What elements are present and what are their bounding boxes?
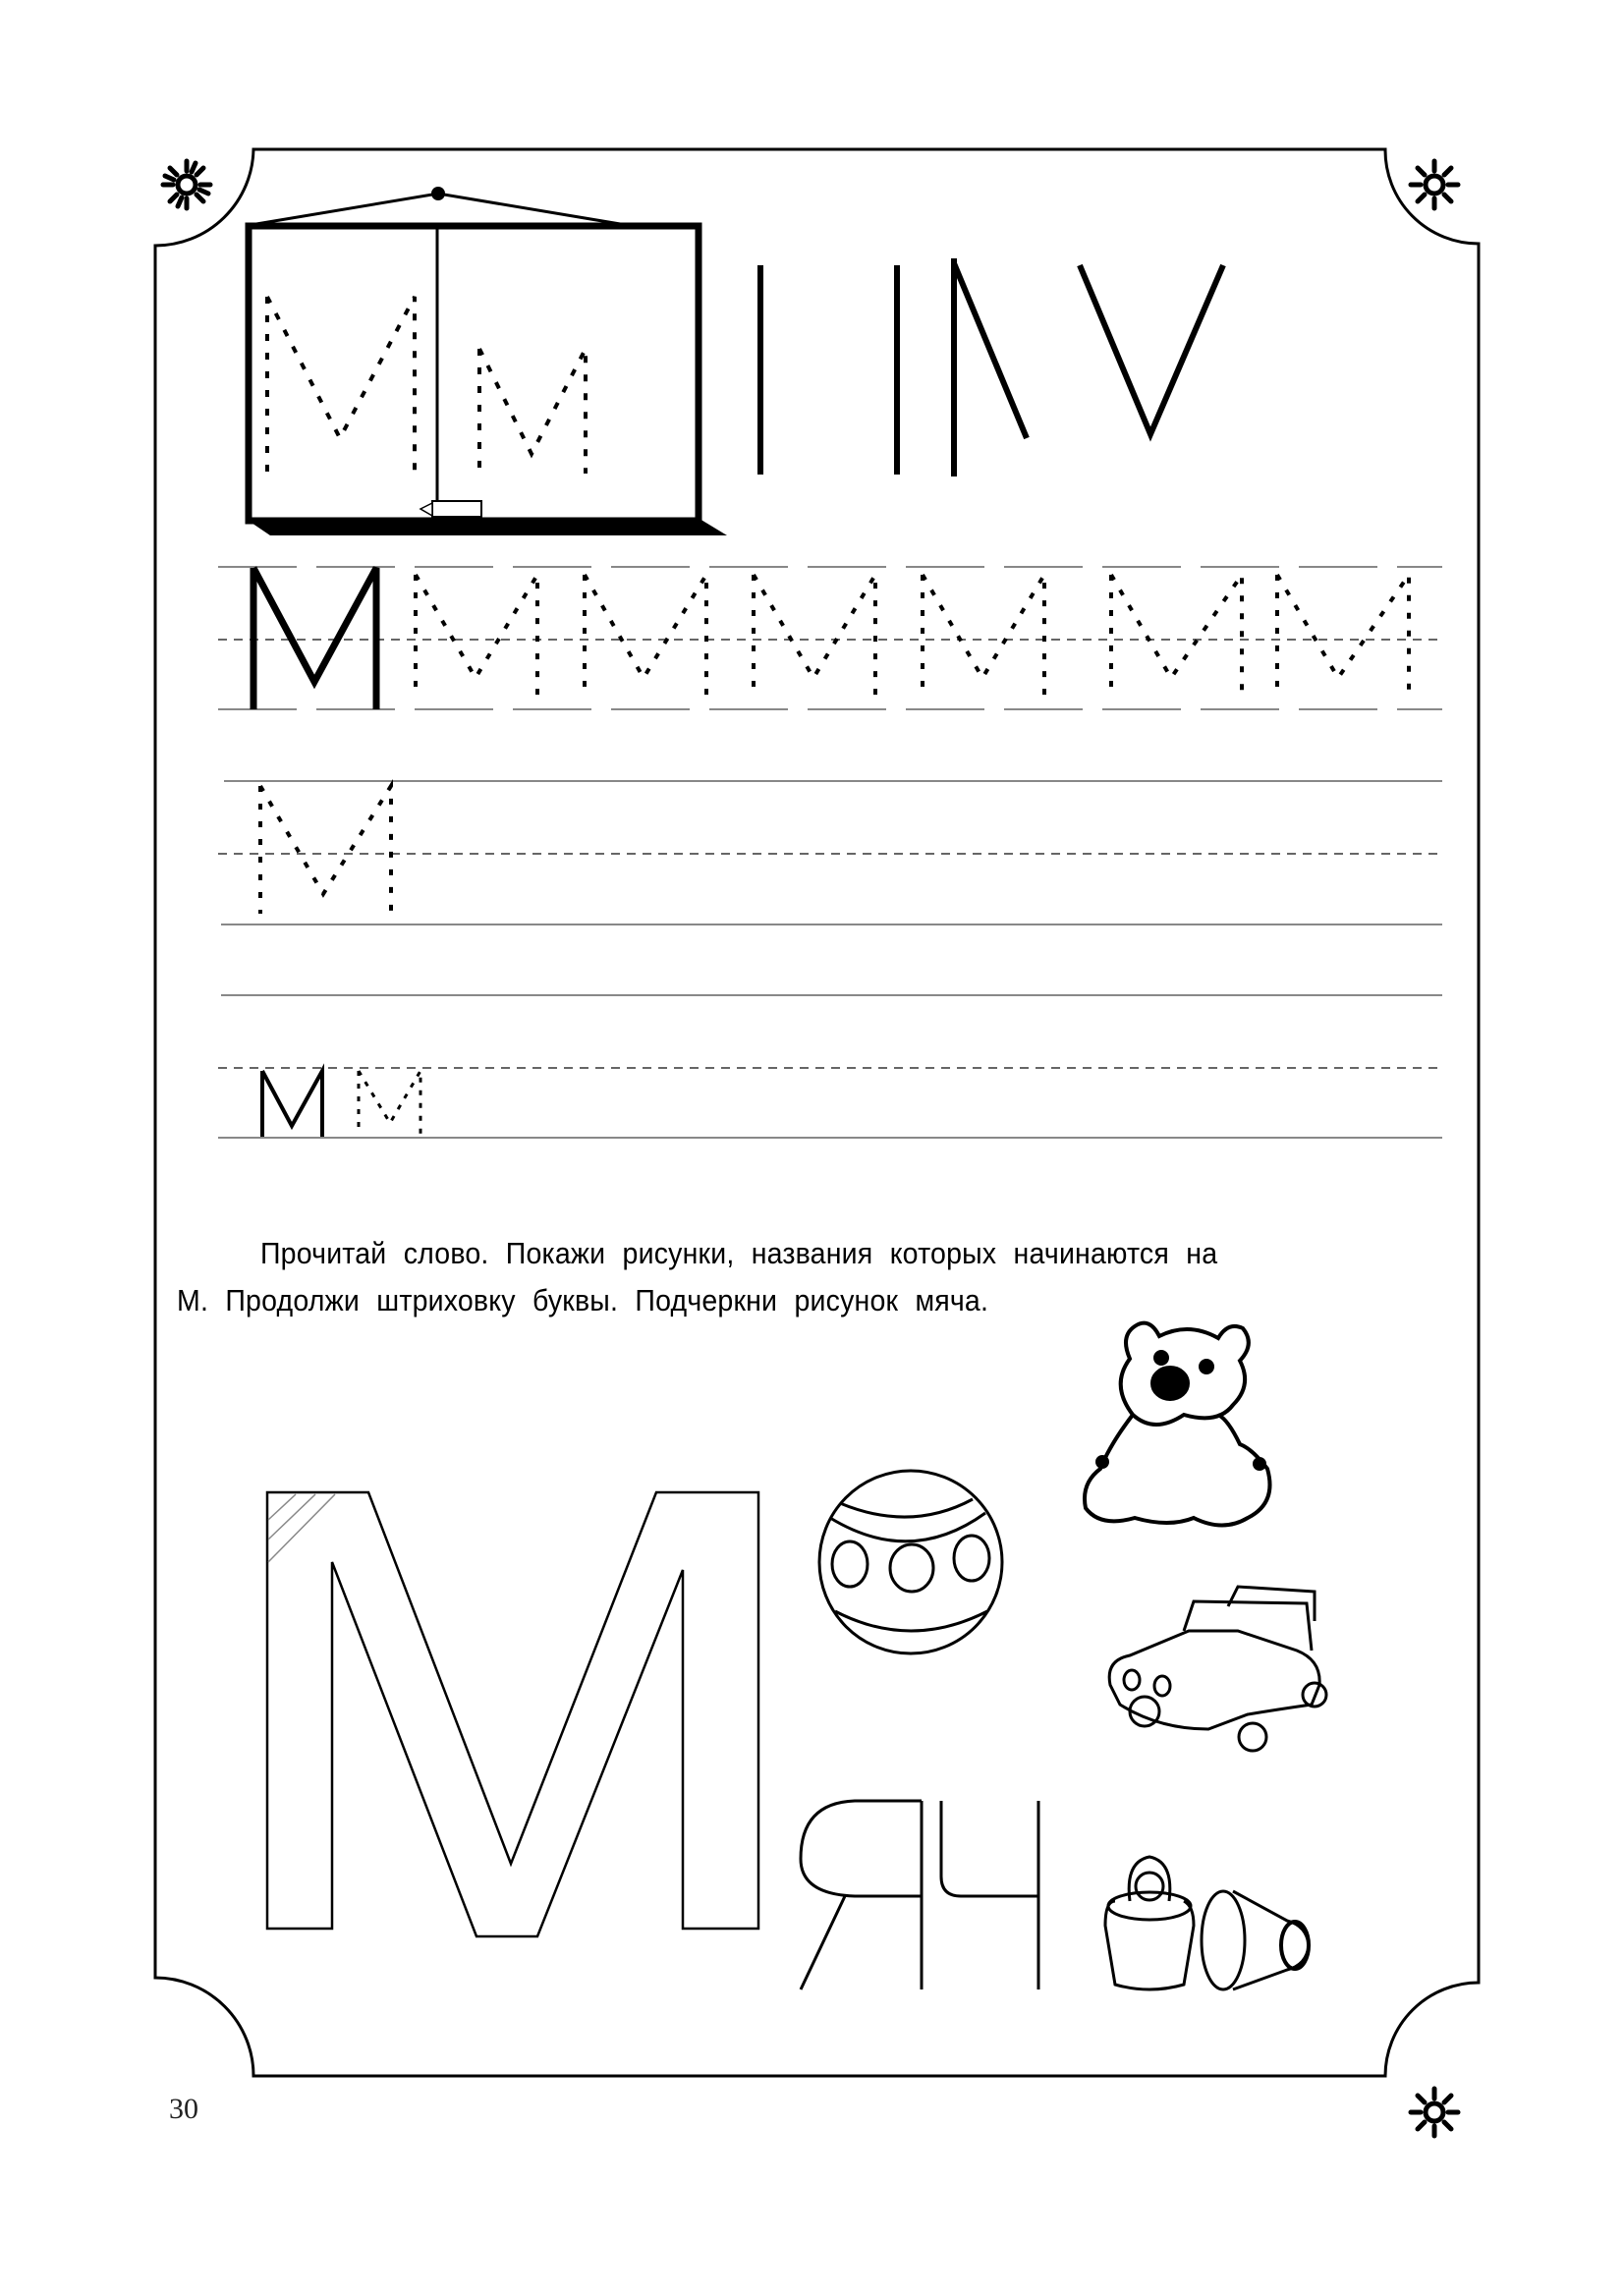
sun-icon [163, 161, 210, 208]
chalk-icon [432, 501, 481, 517]
instructions-line-1: Прочитай слово. Покажи рисунки, названия которых начинаются на [260, 1236, 1218, 1270]
sun-icon [1411, 161, 1458, 208]
instructions-line-2: М. Продолжи штриховку буквы. Подчеркни рисунок мяча. [177, 1283, 989, 1317]
toy-car-picture[interactable] [1109, 1587, 1326, 1751]
page-frame [155, 149, 1479, 2076]
practice-row-pair [218, 1068, 1442, 1138]
board-letter-lowercase [479, 349, 586, 474]
instructions-text [260, 1230, 1435, 1277]
page-number: 30 [169, 2093, 198, 2125]
blackboard [246, 187, 727, 535]
matryoshka-picture[interactable] [1105, 1857, 1309, 1989]
practice-row-lowercase [218, 781, 1442, 924]
instructions-text-2 [177, 1277, 1352, 1324]
big-outline-letter [267, 1492, 758, 1936]
teddy-bear-picture[interactable] [1085, 1323, 1270, 1526]
word-letters [801, 1801, 1038, 1989]
sun-icon [1411, 2089, 1458, 2136]
letter-elements [760, 258, 1223, 476]
practice-row-uppercase [218, 567, 1442, 709]
ball-picture[interactable] [819, 1471, 1002, 1653]
